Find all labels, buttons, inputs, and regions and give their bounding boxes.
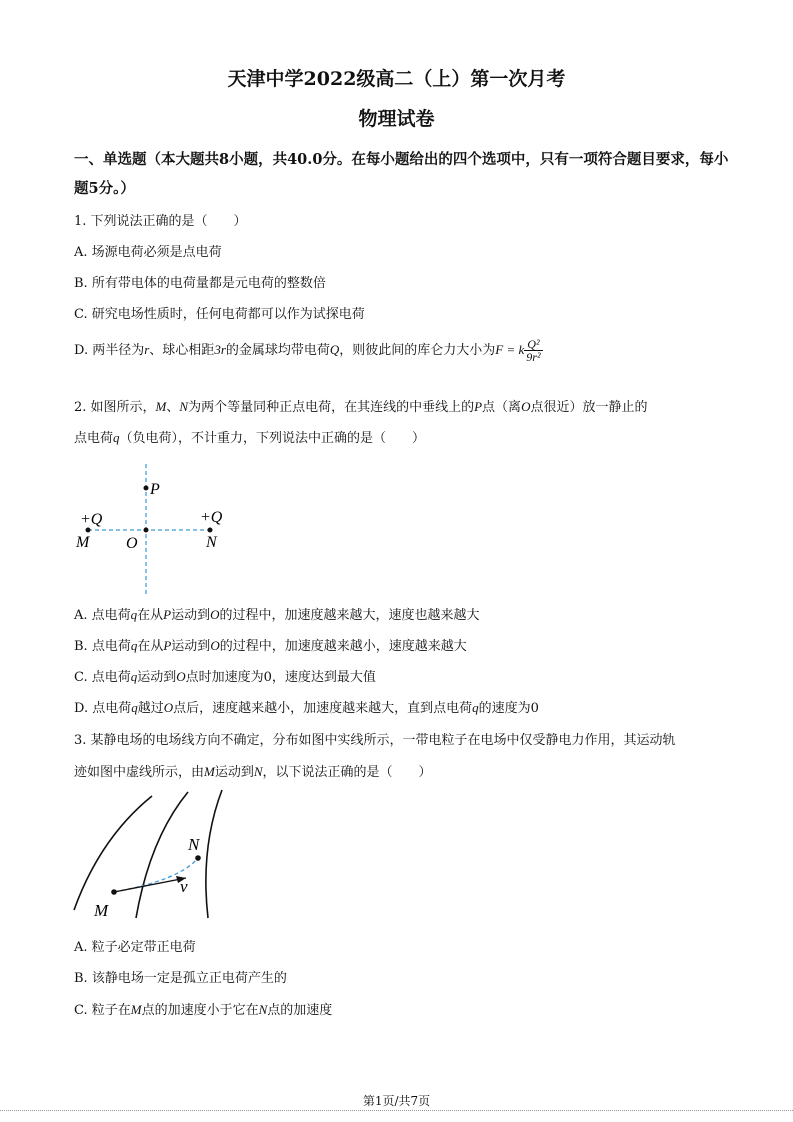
q1-stem: 1. 下列说法正确的是（ ） [74,214,247,229]
q2-stem-text-1: 2. 如图所示， [74,400,156,415]
q2-b-text-2: 在从 [137,639,164,654]
q2-stem-text-5: 点电荷 [74,431,114,446]
q2-c-text-2: 运动到 [137,670,177,685]
q2-b-text-3: 运动到 [171,639,211,654]
q2-stem-text-2: 为两个等量同种正点电荷，在其连线的中垂线上的 [188,400,475,415]
q2-label-M: M [76,534,90,551]
q2-c-text-1: C. 点电荷 [74,670,131,685]
q1-option-b: B. 所有带电体的电荷量都是元电荷的整数倍 [74,276,326,291]
q1-d-formula-lhs: F = k [495,342,525,357]
q2-b-P: P [163,638,172,653]
q1-d-text-1: D. 两半径为 [74,343,145,358]
q2-stem-line2 [74,428,734,449]
q2-c-text-3: 点时加速度为0，速度达到最大值 [185,670,376,685]
q2-stem-text-3: 点（离 [482,400,522,415]
q2-d-text-2: 越过 [137,701,164,716]
q1-option-c: C. 研究电场性质时，任何电荷都可以作为试探电荷 [74,307,365,322]
q2-b-q: q [130,638,138,653]
q2-stem-M: M [155,399,167,414]
q3-stem-line1: 3. 某静电场的电场线方向不确定，分布如图中实线所示，一带电粒子在电场中仅受静电力作用，其运动轨 [74,733,676,748]
q2-option-b [74,636,467,657]
q2-b-text-4: 的过程中，加速度越来越小，速度越来越大 [219,639,467,654]
q2-stem-sep: 、 [166,400,180,415]
q3-c-text-1: C. 粒子在 [74,1003,131,1018]
q2-label-plusQ-left: +Q [80,511,103,528]
exam-subtitle: 物理试卷 [358,108,435,130]
q3-c-text-2: 点的加速度小于它在 [141,1003,259,1018]
q3-stem-line2 [74,762,734,783]
q2-option-d [74,698,539,719]
q3-field-line-2 [136,792,188,918]
q2-point-P [144,486,149,491]
q3-option-a: A. 粒子必定带正电荷 [74,940,196,955]
q2-d-O: O [163,700,174,715]
q2-b-text-1: B. 点电荷 [74,639,131,654]
q2-d-q: q [131,700,138,715]
q3-field-line-3 [206,790,222,918]
q2-stem-text-4: 点很近）放一静止的 [530,400,648,415]
q2-stem-text-6: （负电荷），不计重力，下列说法中正确的是（ ） [119,431,426,446]
q2-d-q2: q [472,700,479,715]
q3-point-M [111,889,117,895]
q3-label-M: M [94,901,109,920]
q3-stem-text-1: 迹如图中虚线所示，由 [74,765,205,780]
q3-stem-N: N [253,764,263,779]
q2-d-text-1: D. 点电荷 [74,701,132,716]
q1-d-text-3: 的金属球均带电荷 [225,343,330,358]
q1-d-text-4: ，则彼此间的库仑力大小为 [339,343,496,358]
q1-d-text-2: 、球心相距 [149,343,215,358]
q2-a-q: q [130,607,138,622]
q2-d-text-4: 的速度为0 [478,701,539,716]
q2-stem-O: O [521,399,531,414]
q2-label-N: N [206,534,217,551]
q3-figure [70,788,230,923]
q3-c-M: M [130,1002,142,1017]
q2-point-O [144,528,149,533]
q3-c-N: N [258,1002,268,1017]
q1-d-numerator: Q² [524,338,542,351]
q2-stem-q: q [113,430,120,445]
q2-a-text-3: 运动到 [171,608,211,623]
page-number: 第1页/共7页 [362,1094,431,1108]
q2-figure [70,460,240,600]
q3-option-c [74,1000,332,1021]
q2-a-text-2: 在从 [137,608,164,623]
q2-c-q: q [130,669,138,684]
q2-a-text-1: A. 点电荷 [74,608,131,623]
q3-label-N: N [188,835,200,854]
q2-a-text-4: 的过程中，加速度越来越大，速度也越来越大 [219,608,480,623]
q3-stem-text-3: ，以下说法正确的是（ ） [262,765,432,780]
q1-d-3r: 3r [214,342,226,357]
q2-option-a [74,605,480,626]
q3-option-b: B. 该静电场一定是孤立正电荷产生的 [74,971,287,986]
exam-title: 天津中学2022级高二（上）第一次月考 [227,68,566,90]
q2-charge-N [208,528,213,533]
q2-b-O: O [210,638,220,653]
q1-option-a: A. 场源电荷必须是点电荷 [74,245,222,260]
q1-d-denominator: 9r² [526,350,541,364]
q1-option-d [74,338,543,363]
q3-velocity-arrow [114,878,186,892]
q3-point-N [195,855,201,861]
footer-divider [0,1110,793,1111]
q1-d-fraction [524,338,542,363]
q3-label-v: v [180,877,188,896]
q3-stem-M: M [204,764,215,779]
q2-label-P: P [150,481,160,498]
q2-stem-N: N [179,399,189,414]
q3-stem-text-2: 运动到 [214,765,254,780]
q2-stem-P: P [474,399,483,414]
q2-c-O: O [176,669,186,684]
q2-charge-M [86,528,91,533]
q2-label-O: O [126,535,138,552]
section-heading: 一、单选题（本大题共8小题，共40.0分。在每小题给出的四个选项中，只有一项符合题目要求，每小题5分。） [74,151,729,197]
q3-c-text-3: 点的加速度 [267,1003,333,1018]
q2-d-text-3: 点后，速度越来越小，加速度越来越大，直到点电荷 [173,701,473,716]
q2-a-O: O [210,607,220,622]
q2-label-plusQ-right: +Q [200,509,223,526]
q2-stem-line1 [74,397,734,418]
q2-a-P: P [163,607,172,622]
q2-option-c [74,667,376,688]
q1-d-r: r [144,342,150,357]
q1-d-Q: Q [329,342,340,357]
